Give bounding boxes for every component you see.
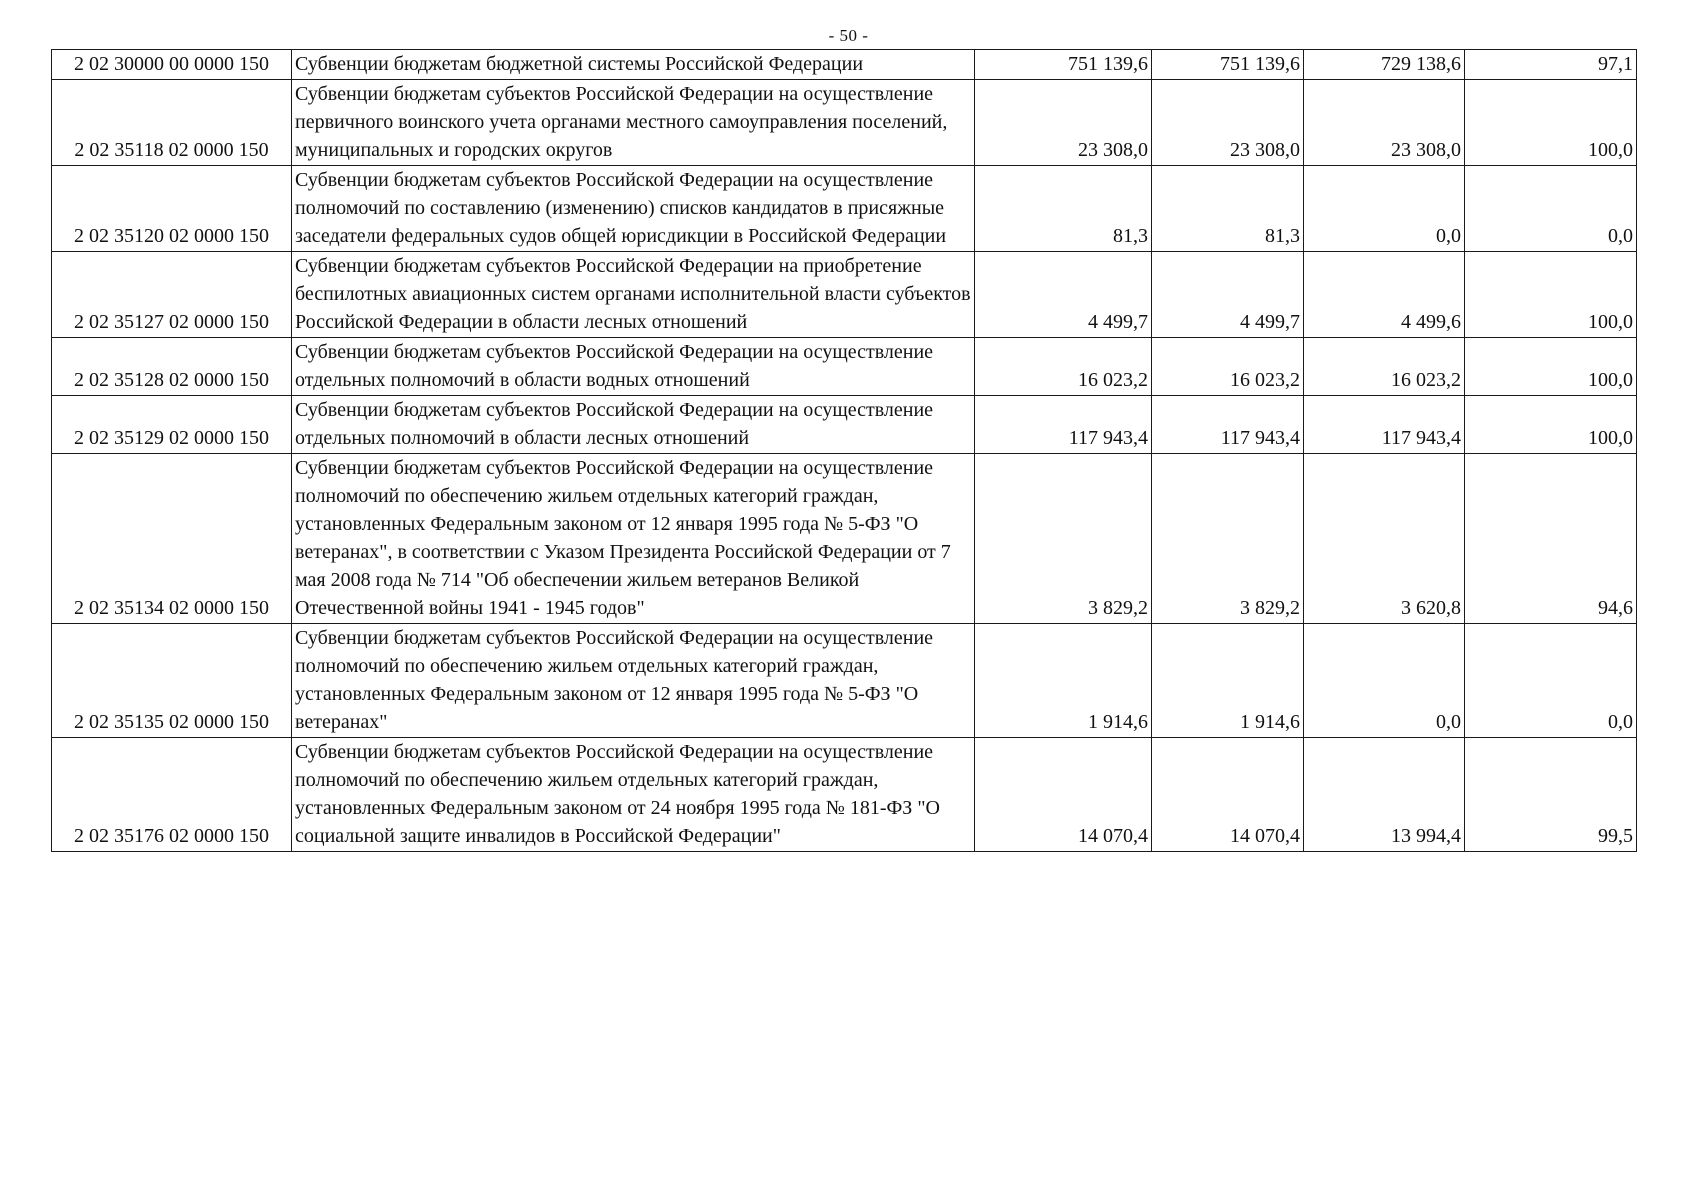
amount-cell: 3 620,8 [1304,454,1465,624]
table-row [52,252,1637,338]
percent-cell: 100,0 [1465,252,1637,338]
page-number: - 50 - [828,26,869,45]
table-row [52,80,1637,166]
description-cell: Субвенции бюджетам субъектов Российской Федерации на осуществление полномочий по обеспечению жильем отдельных категорий граждан, установленных Федеральным законом от 12 января 1995 года № 5-ФЗ "О ветеранах" [292,624,975,738]
budget-code-cell: 2 02 35120 02 0000 150 [52,166,292,252]
description-cell: Субвенции бюджетам субъектов Российской Федерации на осуществление полномочий по составлению (изменению) списков кандидатов в присяжные заседатели федеральных судов общей юрисдикции в Российской Федерации [292,166,975,252]
amount-cell: 1 914,6 [1152,624,1304,738]
amount-cell: 14 070,4 [1152,738,1304,852]
amount-cell: 0,0 [1304,624,1465,738]
amount-cell: 81,3 [975,166,1152,252]
amount-cell: 4 499,7 [975,252,1152,338]
table-row [52,454,1637,624]
amount-cell: 1 914,6 [975,624,1152,738]
amount-cell: 23 308,0 [1152,80,1304,166]
amount-cell: 3 829,2 [975,454,1152,624]
amount-cell: 0,0 [1304,166,1465,252]
budget-code-cell: 2 02 35176 02 0000 150 [52,738,292,852]
table-row [52,338,1637,396]
amount-cell: 81,3 [1152,166,1304,252]
amount-cell: 117 943,4 [1304,396,1465,454]
percent-cell: 100,0 [1465,338,1637,396]
description-cell: Субвенции бюджетам субъектов Российской Федерации на осуществление полномочий по обеспечению жильем отдельных категорий граждан, установленных Федеральным законом от 24 ноября 1995 года № 181-ФЗ "О социальной защите инвалидов в Российской Федерации" [292,738,975,852]
table-row [52,50,1637,80]
description-cell: Субвенции бюджетам субъектов Российской Федерации на осуществление первичного воинского учета органами местного самоуправления поселений, муниципальных и городских округов [292,80,975,166]
description-cell: Субвенции бюджетам бюджетной системы Российской Федерации [292,50,975,80]
description-cell: Субвенции бюджетам субъектов Российской Федерации на приобретение беспилотных авиационных систем органами исполнительной власти субъектов Российской Федерации в области лесных отношений [292,252,975,338]
amount-cell: 117 943,4 [1152,396,1304,454]
budget-code-cell: 2 02 30000 00 0000 150 [52,50,292,80]
percent-cell: 0,0 [1465,166,1637,252]
percent-cell: 100,0 [1465,396,1637,454]
amount-cell: 751 139,6 [1152,50,1304,80]
table-row [52,624,1637,738]
amount-cell: 729 138,6 [1304,50,1465,80]
description-cell: Субвенции бюджетам субъектов Российской Федерации на осуществление полномочий по обеспечению жильем отдельных категорий граждан, установленных Федеральным законом от 12 января 1995 года № 5-ФЗ "О ветеранах", в соответствии с Указом Президента Российской Федерации от 7 мая 2008 года № 714 "Об обеспечении жильем ветеранов Великой Отечественной войны 1941 - 1945 годов" [292,454,975,624]
amount-cell: 4 499,6 [1304,252,1465,338]
table-row [52,166,1637,252]
amount-cell: 16 023,2 [1304,338,1465,396]
table-row [52,396,1637,454]
amount-cell: 23 308,0 [975,80,1152,166]
amount-cell: 16 023,2 [975,338,1152,396]
description-cell: Субвенции бюджетам субъектов Российской Федерации на осуществление отдельных полномочий в области водных отношений [292,338,975,396]
amount-cell: 4 499,7 [1152,252,1304,338]
amount-cell: 23 308,0 [1304,80,1465,166]
budget-code-cell: 2 02 35134 02 0000 150 [52,454,292,624]
budget-code-cell: 2 02 35129 02 0000 150 [52,396,292,454]
percent-cell: 97,1 [1465,50,1637,80]
percent-cell: 94,6 [1465,454,1637,624]
budget-code-cell: 2 02 35128 02 0000 150 [52,338,292,396]
amount-cell: 13 994,4 [1304,738,1465,852]
percent-cell: 99,5 [1465,738,1637,852]
budget-table [51,49,1637,852]
budget-code-cell: 2 02 35135 02 0000 150 [52,624,292,738]
table-row [52,738,1637,852]
amount-cell: 117 943,4 [975,396,1152,454]
description-cell: Субвенции бюджетам субъектов Российской Федерации на осуществление отдельных полномочий в области лесных отношений [292,396,975,454]
percent-cell: 100,0 [1465,80,1637,166]
amount-cell: 751 139,6 [975,50,1152,80]
budget-code-cell: 2 02 35127 02 0000 150 [52,252,292,338]
amount-cell: 14 070,4 [975,738,1152,852]
amount-cell: 3 829,2 [1152,454,1304,624]
amount-cell: 16 023,2 [1152,338,1304,396]
percent-cell: 0,0 [1465,624,1637,738]
budget-code-cell: 2 02 35118 02 0000 150 [52,80,292,166]
